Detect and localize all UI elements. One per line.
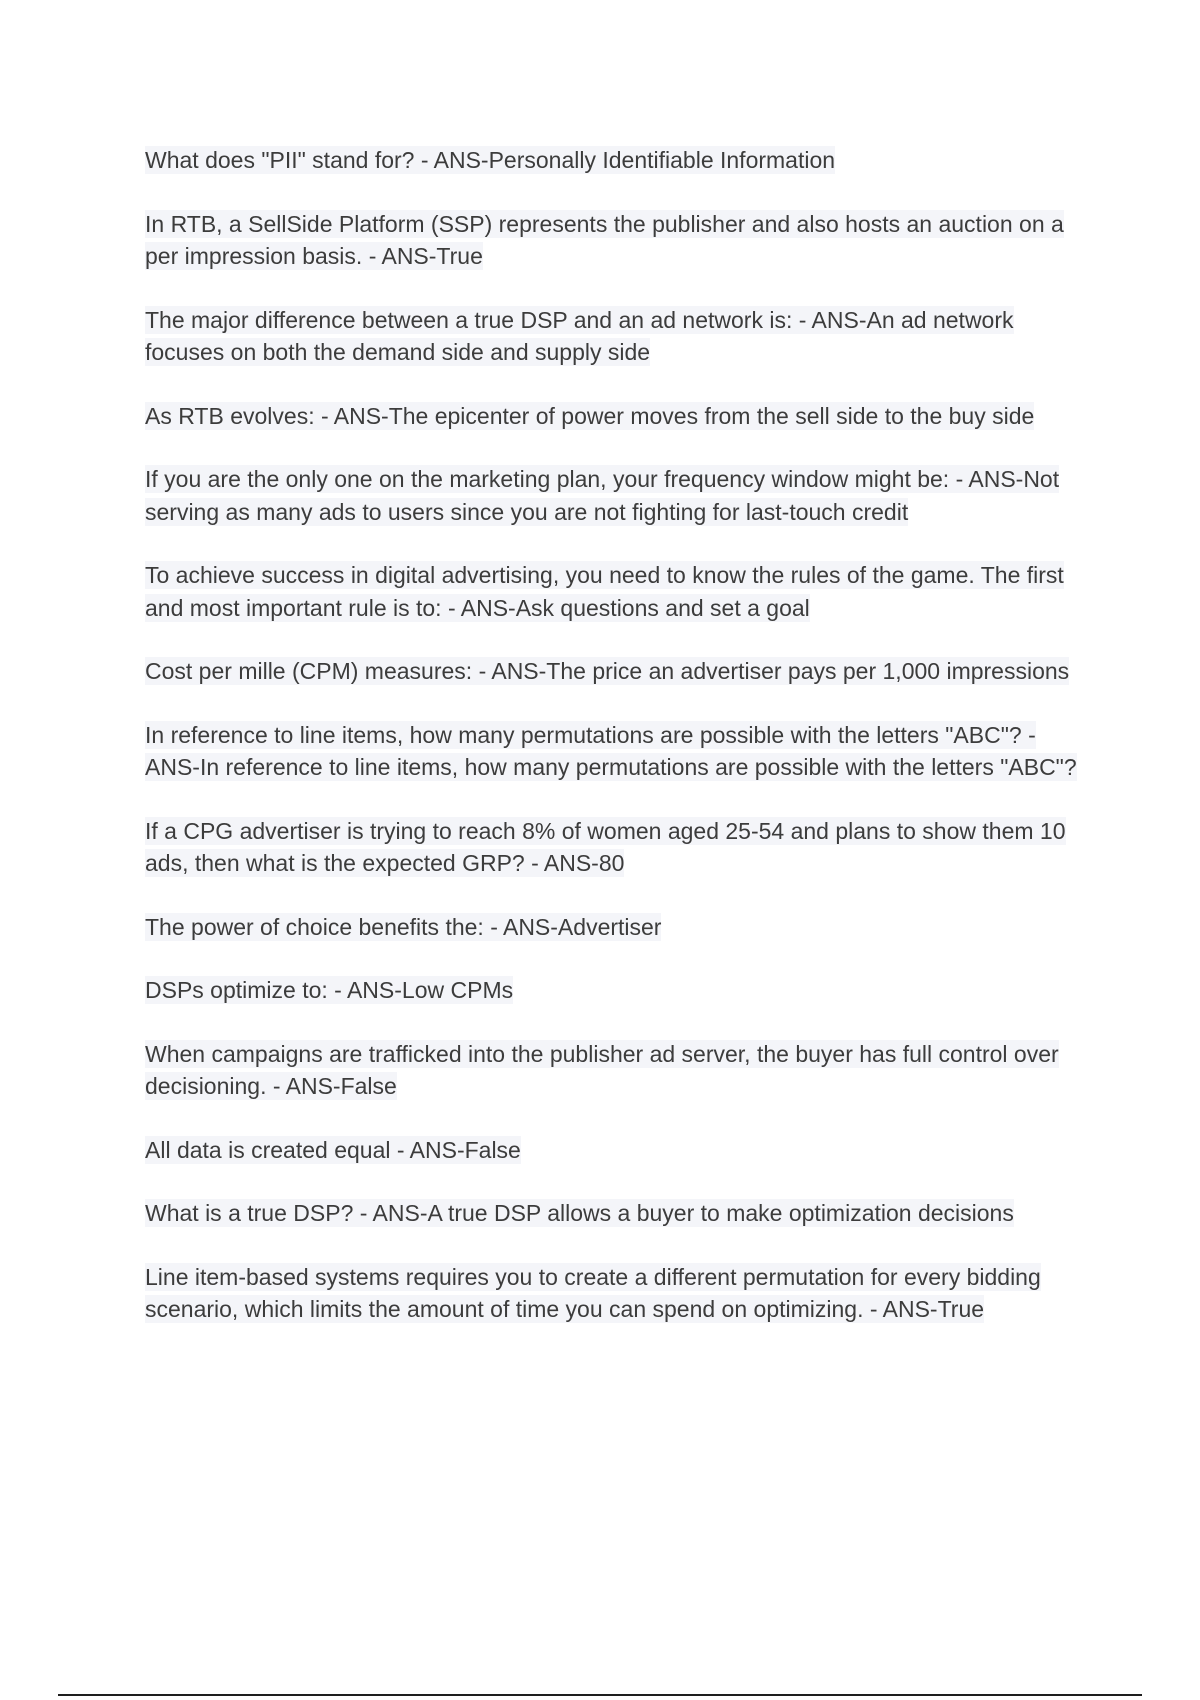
- qa-text: Line item-based systems requires you to create a different permutation for every bidding scenario, which limits the amount of time you can spend on optimizing. - ANS-True: [145, 1263, 1041, 1322]
- qa-item: [145, 1261, 1095, 1326]
- qa-item: [145, 304, 1095, 369]
- qa-item: [145, 1038, 1095, 1103]
- qa-item: [145, 1134, 1095, 1167]
- qa-text: What does "PII" stand for? - ANS-Personally Identifiable Information: [145, 147, 836, 173]
- qa-item: [145, 463, 1095, 528]
- qa-text: All data is created equal - ANS-False: [145, 1136, 521, 1163]
- qa-text: In RTB, a SellSide Platform (SSP) represents the publisher and also hosts an auction on a per impression basis. - ANS-True: [145, 210, 1064, 269]
- qa-item: [145, 144, 1095, 177]
- qa-item: [145, 655, 1095, 688]
- qa-item: [145, 208, 1095, 273]
- qa-text: Cost per mille (CPM) measures: - ANS-The price an advertiser pays per 1,000 impressions: [145, 658, 1070, 684]
- qa-text: DSPs optimize to: - ANS-Low CPMs: [145, 977, 514, 1003]
- qa-item: [145, 559, 1095, 624]
- qa-text: If a CPG advertiser is trying to reach 8% of women aged 25-54 and plans to show them 10 ads, then what is the expected GRP? - ANS-80: [145, 817, 1066, 876]
- qa-item: [145, 400, 1095, 433]
- qa-text: In reference to line items, how many permutations are possible with the letters "ABC"? - ANS-In reference to line items, how many permutations are possible with the letters "ABC"?: [145, 721, 1077, 780]
- qa-item: [145, 911, 1095, 944]
- qa-text: What is a true DSP? - ANS-A true DSP allows a buyer to make optimization decisions: [145, 1200, 1014, 1226]
- footer-divider: [58, 1694, 1142, 1696]
- qa-item: [145, 719, 1095, 784]
- qa-item: [145, 974, 1095, 1007]
- qa-list: [145, 144, 1095, 1357]
- qa-item: [145, 815, 1095, 880]
- qa-text: The power of choice benefits the: - ANS-Advertiser: [145, 913, 662, 940]
- qa-text: To achieve success in digital advertising, you need to know the rules of the game. The first and most important rule is to: - ANS-Ask questions and set a goal: [145, 562, 1064, 621]
- qa-text: As RTB evolves: - ANS-The epicenter of power moves from the sell side to the buy side: [145, 402, 1035, 429]
- qa-text: If you are the only one on the marketing plan, your frequency window might be: - ANS-Not serving as many ads to users since you are not fighting for last-touch credit: [145, 466, 1060, 525]
- qa-text: When campaigns are trafficked into the publisher ad server, the buyer has full control over decisioning. - ANS-False: [145, 1040, 1059, 1099]
- qa-item: [145, 1197, 1095, 1230]
- qa-text: The major difference between a true DSP and an ad network is: - ANS-An ad network focuses on both the demand side and supply side: [145, 306, 1014, 365]
